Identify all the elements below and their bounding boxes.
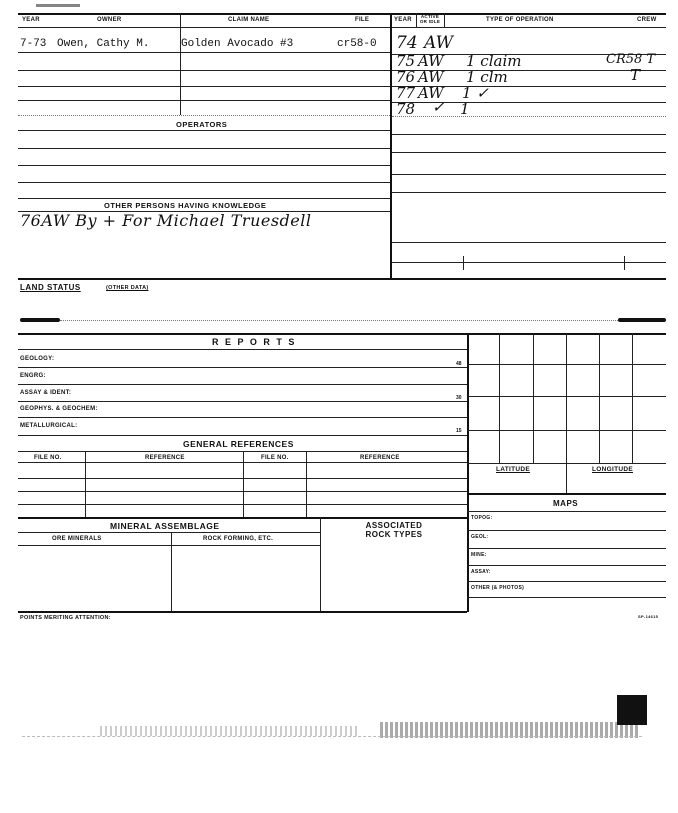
general-references-heading: GENERAL REFERENCES [183, 439, 294, 449]
activity-year: 74 [396, 33, 418, 53]
section-rule [467, 493, 666, 495]
row-rule [18, 504, 467, 505]
row-rule [392, 116, 666, 117]
record-year: 7-73 [20, 38, 47, 50]
row-rule [467, 530, 666, 531]
header-year-right: YEAR [394, 17, 412, 23]
maps-row-label: ASSAY: [471, 569, 491, 575]
activity-status: AW [418, 52, 444, 70]
ore-minerals-label: ORE MINERALS [52, 536, 102, 542]
activity-year: 76 [396, 68, 416, 86]
activity-status: AW [418, 84, 444, 102]
section-rule [18, 333, 666, 335]
rock-forming-label: ROCK FORMING, ETC. [203, 536, 274, 542]
col-divider [85, 451, 86, 517]
grid-line [467, 463, 666, 464]
other-persons-entry: 76AW By + For Michael Truesdell [20, 211, 312, 230]
row-rule [18, 86, 390, 87]
longitude-label: LONGITUDE [592, 466, 633, 473]
header-file: FILE [355, 17, 370, 23]
row-rule [18, 52, 390, 53]
scan-noise [22, 736, 642, 737]
row-rule [18, 417, 467, 418]
row-rule [467, 597, 666, 598]
activity-year: 78 [396, 100, 416, 118]
section-rule [18, 278, 666, 280]
header-owner: OWNER [97, 17, 122, 23]
ref-header-file-no: FILE NO. [261, 455, 289, 461]
scan-noise [36, 4, 80, 7]
row-rule [60, 320, 618, 321]
activity-crew: T [630, 66, 641, 84]
row-rule [18, 130, 390, 131]
row-rule [18, 532, 320, 533]
report-number: 30 [456, 395, 462, 401]
maps-row-label: MINE: [471, 552, 487, 558]
ref-header-reference: REFERENCE [360, 455, 400, 461]
row-rule [392, 174, 666, 175]
header-crew: CREW [637, 17, 657, 23]
row-rule [392, 152, 666, 153]
col-divider [463, 256, 464, 270]
header-year: YEAR [22, 17, 40, 23]
record-file: cr58-0 [337, 38, 377, 50]
grid-line [499, 333, 500, 463]
record-claim-name: Golden Avocado #3 [181, 38, 294, 50]
activity-status: AW [418, 68, 444, 86]
record-owner: Owen, Cathy M. [57, 38, 150, 50]
row-rule [18, 182, 390, 183]
operators-heading: OPERATORS [176, 120, 228, 129]
other-persons-heading: OTHER PERSONS HAVING KNOWLEDGE [104, 201, 267, 210]
activity-status: ✓ [432, 98, 445, 116]
mineral-assemblage-heading: MINERAL ASSEMBLAGE [110, 521, 220, 531]
top-rule [18, 13, 666, 15]
row-rule [18, 148, 390, 149]
activity-status: AW [424, 33, 454, 53]
scan-mark [618, 318, 666, 322]
row-rule [18, 349, 467, 350]
row-rule [18, 115, 390, 116]
activity-operation: 1 [460, 100, 470, 118]
col-divider [171, 532, 172, 612]
row-rule [18, 491, 467, 492]
form-number: SP-14615 [638, 614, 659, 619]
row-rule [392, 192, 666, 193]
section-rule [18, 611, 467, 613]
maps-row-label: GEOL: [471, 534, 489, 540]
col-divider [306, 451, 307, 517]
activity-year: 77 [396, 84, 416, 102]
scan-noise [100, 726, 360, 736]
section-rule [18, 517, 467, 519]
grid-line [467, 396, 666, 397]
col-divider [444, 13, 445, 27]
row-rule [18, 165, 390, 166]
reports-divider [467, 333, 469, 612]
row-rule [18, 384, 467, 385]
land-status-subheading: (OTHER DATA) [106, 285, 149, 291]
row-rule [467, 581, 666, 582]
col-divider [624, 256, 625, 270]
grid-line [533, 333, 534, 463]
report-label: GEOPHYS. & GEOCHEM: [20, 406, 98, 412]
row-rule [467, 565, 666, 566]
maps-heading: MAPS [553, 499, 579, 508]
row-rule [467, 511, 666, 512]
latitude-label: LATITUDE [496, 466, 531, 473]
maps-row-label: OTHER (& PHOTOS) [471, 585, 525, 591]
report-label: ASSAY & IDENT: [20, 390, 72, 396]
ref-header-file-no: FILE NO. [34, 455, 62, 461]
report-number: 48 [456, 361, 462, 367]
points-meriting-label: POINTS MERITING ATTENTION: [20, 615, 111, 621]
row-rule [18, 545, 320, 546]
report-label: ENGRG: [20, 373, 46, 379]
activity-operation: 1 clm [466, 68, 508, 86]
row-rule [467, 548, 666, 549]
row-rule [18, 198, 390, 199]
row-rule [392, 242, 666, 243]
col-divider [243, 451, 244, 517]
center-divider [390, 13, 392, 278]
scan-mark [617, 695, 647, 725]
row-rule [18, 478, 467, 479]
scan-mark [20, 318, 60, 322]
row-rule [18, 435, 467, 436]
header-active-idle: ACTIVE OR IDLE [419, 14, 441, 24]
header-type-operation: TYPE OF OPERATION [486, 17, 554, 23]
header-claim-name: CLAIM NAME [228, 17, 270, 23]
grid-line [566, 333, 567, 493]
report-label: GEOLOGY: [20, 356, 55, 362]
row-rule [18, 367, 467, 368]
col-divider [416, 13, 417, 27]
grid-line [599, 333, 600, 463]
activity-operation: 1 ✓ [462, 84, 489, 102]
row-rule [392, 134, 666, 135]
report-label: METALLURGICAL: [20, 423, 78, 429]
col-divider [320, 517, 321, 612]
activity-year: 75 [396, 52, 416, 70]
grid-line [632, 333, 633, 463]
row-rule [18, 70, 390, 71]
maps-row-label: TOPOG: [471, 515, 493, 521]
grid-line [467, 364, 666, 365]
land-status-heading: LAND STATUS [20, 283, 81, 292]
activity-crew: CR58 T [606, 52, 656, 67]
associated-rock-types-heading: ASSOCIATED ROCK TYPES [365, 521, 423, 539]
report-number: 15 [456, 428, 462, 434]
header-rule [18, 27, 666, 28]
reports-heading: R E P O R T S [212, 337, 297, 347]
grid-line [467, 430, 666, 431]
row-rule [18, 401, 467, 402]
ref-header-reference: REFERENCE [145, 455, 185, 461]
activity-operation: 1 claim [466, 52, 522, 70]
row-rule [18, 100, 390, 101]
